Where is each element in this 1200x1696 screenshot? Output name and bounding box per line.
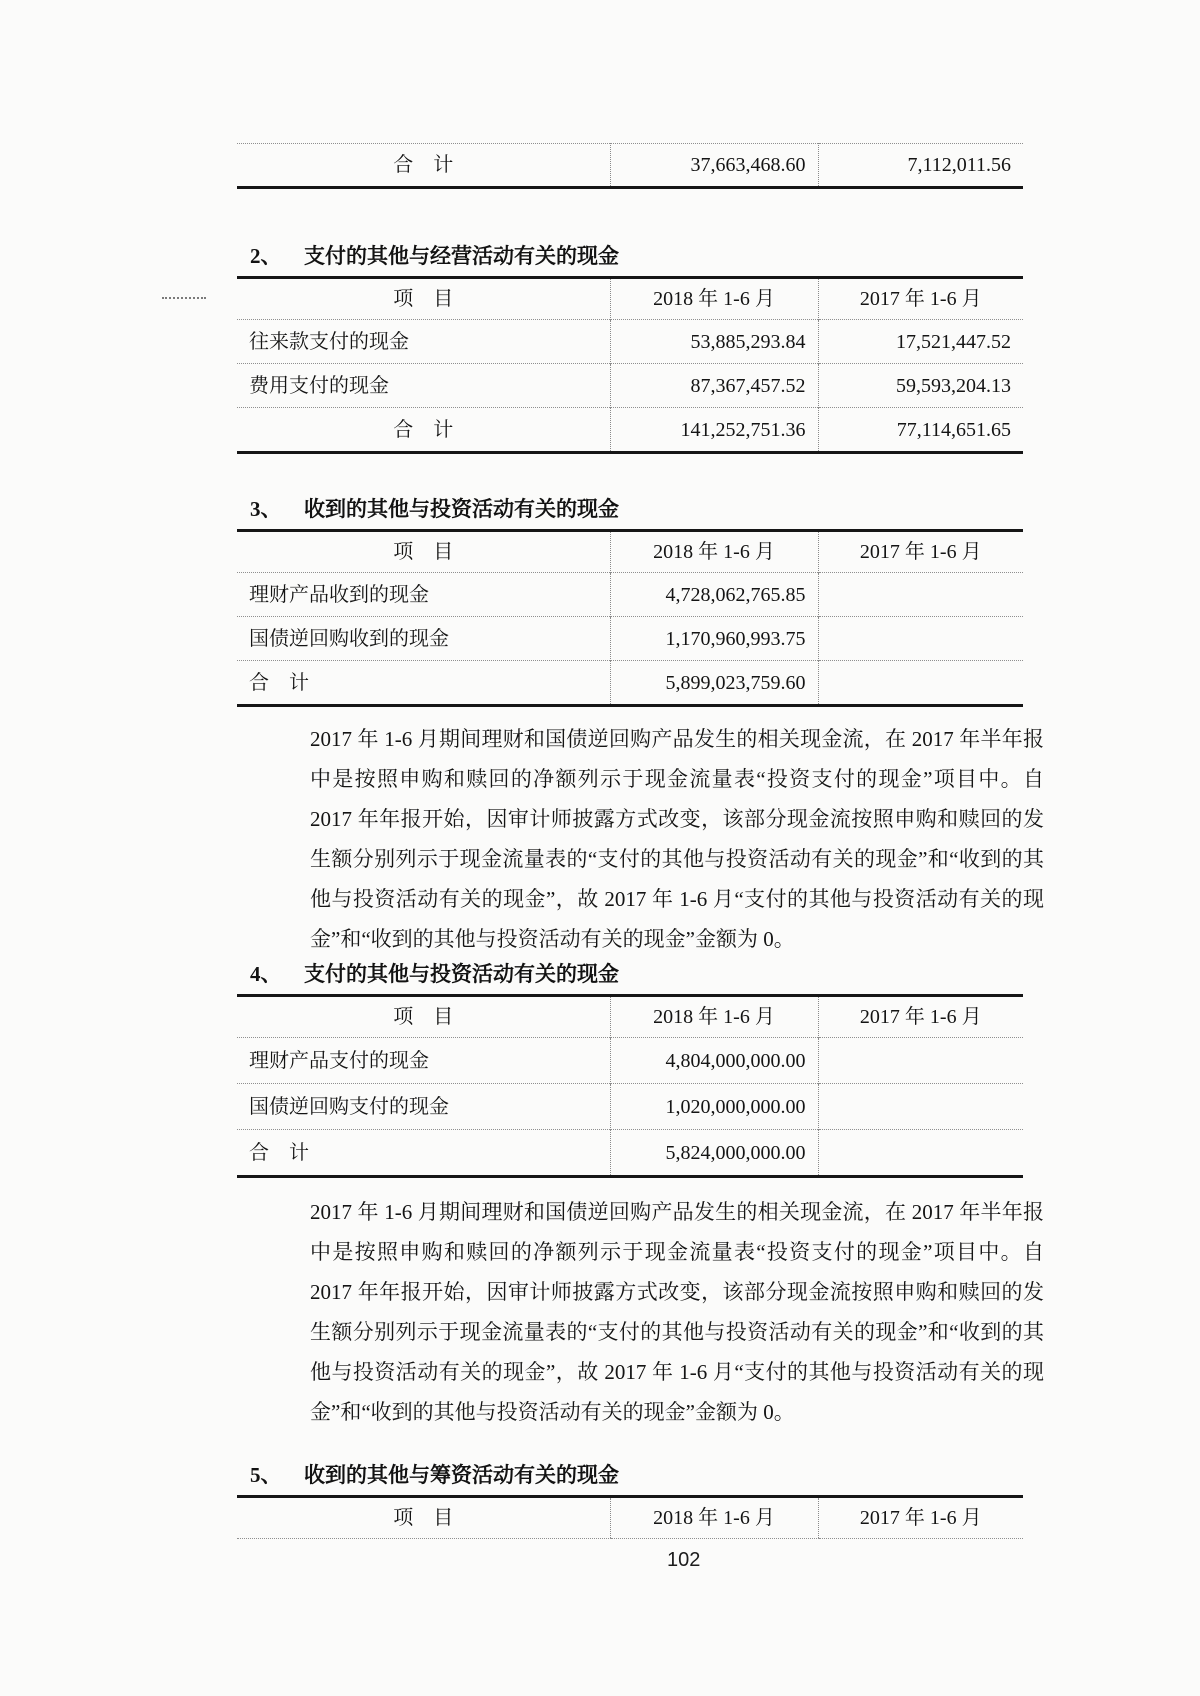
row-2017-value: 17,521,447.52 [818,320,1023,364]
row-2017-value: 59,593,204.13 [818,364,1023,408]
section-5-heading [237,1462,1023,1495]
total-label: 合 计 [237,661,610,706]
section-4-note: 2017 年 1-6 月期间理财和国债逆回购产品发生的相关现金流，在 2017 年半年报中是按照申购和赎回的净额列示于现金流量表“投资支付的现金”项目中。自 2017 年年报开始，因审计师披露方式改变，该部分现金流按照申购和赎回的发生额分别列示于现金流量表的“支付的其他与投资活动有关的现金”和“收到的其他与投资活动有关的现金”，故 2017 年 1-6 月“支付的其他与投资活动有关的现金”和“收到的其他与投资活动有关的现金”金额为 0。 [310,1200,1044,1424]
left-margin-mark [162,297,206,299]
section-3-number: 3、 [250,497,282,521]
carryover-total-table [237,143,1023,189]
total-2017-value [818,661,1023,706]
total-label: 合 计 [393,154,454,176]
section-3-note: 2017 年 1-6 月期间理财和国债逆回购产品发生的相关现金流，在 2017 年半年报中是按照申购和赎回的净额列示于现金流量表“投资支付的现金”项目中。自 2017 年年报开始，因审计师披露方式改变，该部分现金流按照申购和赎回的发生额分别列示于现金流量表的“支付的其他与投资活动有关的现金”和“收到的其他与投资活动有关的现金”，故 2017 年 1-6 月“支付的其他与投资活动有关的现金”和“收到的其他与投资活动有关的现金”金额为 0。 [310,727,1044,951]
total-row [237,1130,1023,1177]
table-row [237,144,1023,188]
header-item: 项 目 [237,1497,610,1539]
row-label: 理财产品收到的现金 [237,573,610,617]
header-2017: 2017 年 1-6 月 [818,1497,1023,1539]
table-row [237,573,1023,617]
row-2018-value: 4,728,062,765.85 [610,573,818,617]
total-2017-value [818,1130,1023,1177]
row-2017-value [818,1038,1023,1084]
row-label: 费用支付的现金 [237,364,610,408]
section-5-number: 5、 [250,1463,282,1487]
section-4-table [237,994,1023,1178]
table-header-row [237,996,1023,1038]
total-2017-value: 7,112,011.56 [818,144,1023,188]
row-label: 国债逆回购收到的现金 [237,617,610,661]
header-2018: 2018 年 1-6 月 [610,278,818,320]
row-2018-value: 4,804,000,000.00 [610,1038,818,1084]
header-2017: 2017 年 1-6 月 [818,531,1023,573]
section-2-table [237,276,1023,454]
total-label: 合 计 [237,1130,610,1177]
total-row [237,408,1023,453]
header-item: 项 目 [393,541,454,563]
document-content [237,0,1044,1539]
header-item: 项 目 [393,288,454,310]
row-2017-value [818,573,1023,617]
total-2018-value: 37,663,468.60 [610,144,818,188]
table-row [237,364,1023,408]
section-2-number: 2、 [250,244,282,268]
header-2017: 2017 年 1-6 月 [818,996,1023,1038]
row-2017-value [818,617,1023,661]
total-2017-value: 77,114,651.65 [818,408,1023,453]
table-row [237,320,1023,364]
row-label: 理财产品支付的现金 [237,1038,610,1084]
row-2018-value: 1,170,960,993.75 [610,617,818,661]
header-2018: 2018 年 1-6 月 [610,996,818,1038]
total-2018-value: 5,899,023,759.60 [610,661,818,706]
row-2018-value: 1,020,000,000.00 [610,1084,818,1130]
header-2018: 2018 年 1-6 月 [610,531,818,573]
table-header-row [237,1497,1023,1539]
row-2018-value: 53,885,293.84 [610,320,818,364]
section-3-table [237,529,1023,707]
section-3-title: 收到的其他与投资活动有关的现金 [304,497,619,521]
table-row [237,617,1023,661]
section-2-heading [237,243,1023,276]
section-4-number: 4、 [250,962,282,986]
row-2017-value [818,1084,1023,1130]
section-4-title: 支付的其他与投资活动有关的现金 [304,962,619,986]
header-2017: 2017 年 1-6 月 [818,278,1023,320]
row-label: 国债逆回购支付的现金 [237,1084,610,1130]
page-number: 102 [667,1549,701,1571]
header-2018: 2018 年 1-6 月 [610,1497,818,1539]
row-label: 往来款支付的现金 [237,320,610,364]
table-header-row [237,278,1023,320]
section-5-title: 收到的其他与筹资活动有关的现金 [304,1463,619,1487]
total-2018-value: 141,252,751.36 [610,408,818,453]
total-row [237,661,1023,706]
table-row [237,1084,1023,1130]
table-row [237,1038,1023,1084]
section-5-table [237,1495,1023,1539]
section-2-title: 支付的其他与经营活动有关的现金 [304,244,619,268]
section-4-heading [237,961,1023,994]
section-3-heading [237,496,1023,529]
total-2018-value: 5,824,000,000.00 [610,1130,818,1177]
row-2018-value: 87,367,457.52 [610,364,818,408]
total-label: 合 计 [237,408,610,453]
header-item: 项 目 [393,1006,454,1028]
table-header-row [237,531,1023,573]
